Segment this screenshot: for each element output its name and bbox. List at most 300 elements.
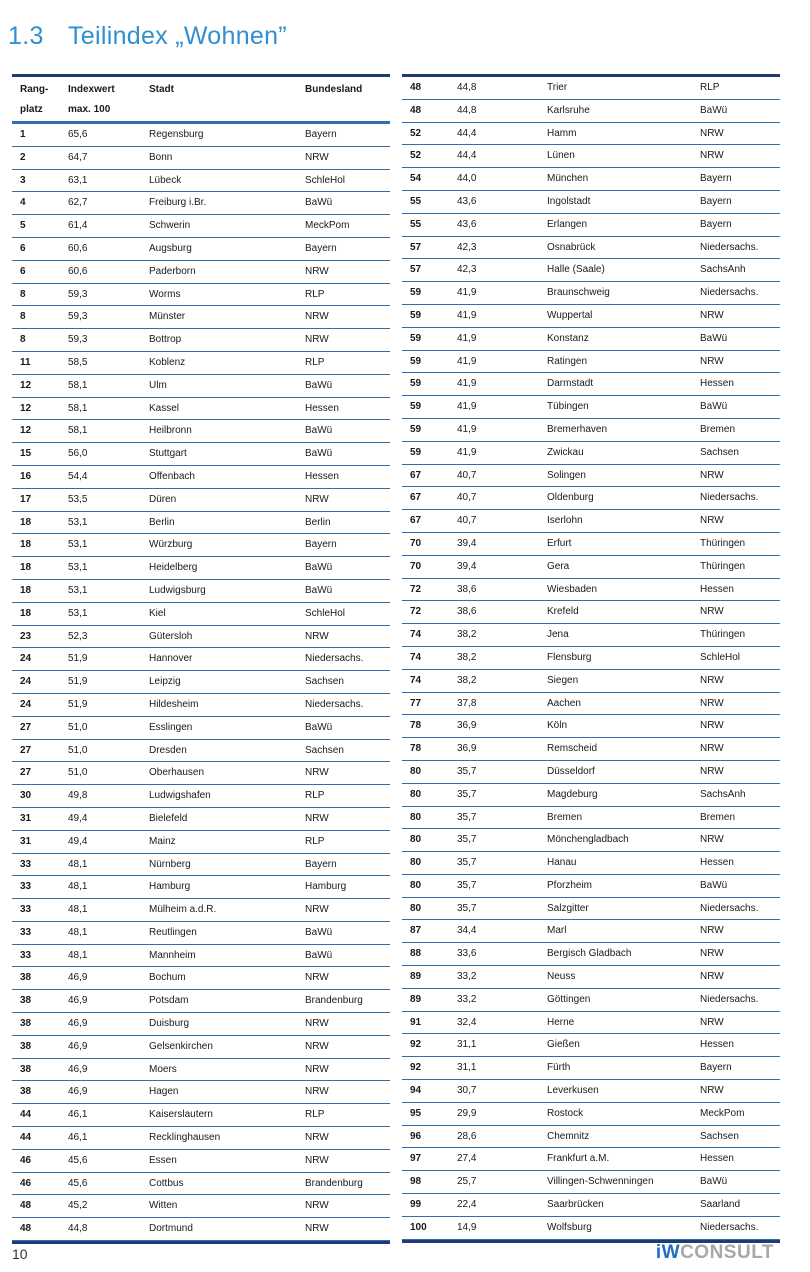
city-cell: Mülheim a.d.R. <box>149 904 217 916</box>
city-cell: Nürnberg <box>149 858 191 870</box>
table-row <box>402 715 780 738</box>
table-row <box>402 738 780 761</box>
city-cell: Ingolstadt <box>547 195 591 207</box>
index-value-cell: 14,9 <box>457 1221 477 1233</box>
table-row <box>12 534 390 557</box>
table-row <box>12 306 390 329</box>
state-cell: Sachsen <box>700 1130 739 1142</box>
rank-cell: 52 <box>410 150 422 162</box>
state-cell: Niedersachs. <box>305 653 364 665</box>
state-cell: BaWü <box>305 949 333 961</box>
city-cell: Karlsruhe <box>547 104 590 116</box>
city-cell: Hildesheim <box>149 698 199 710</box>
city-cell: Iserlohn <box>547 515 583 527</box>
index-value-cell: 59,3 <box>68 288 88 300</box>
state-cell: NRW <box>305 904 329 916</box>
state-cell: MeckPom <box>700 1107 745 1119</box>
state-cell: BaWü <box>305 379 333 391</box>
state-cell: Thüringen <box>700 560 746 572</box>
index-value-cell: 35,7 <box>457 834 477 846</box>
city-cell: Kaiserslautern <box>149 1109 213 1121</box>
rank-cell: 59 <box>410 355 422 367</box>
state-cell: NRW <box>700 697 724 709</box>
city-cell: Fürth <box>547 1062 571 1074</box>
city-cell: Bielefeld <box>149 812 188 824</box>
city-cell: Duisburg <box>149 1018 190 1030</box>
state-cell: RLP <box>305 356 325 368</box>
rank-cell: 96 <box>410 1130 422 1142</box>
state-cell: NRW <box>305 1040 329 1052</box>
table-row <box>12 1013 390 1036</box>
table-row <box>402 396 780 419</box>
table-row <box>12 398 390 421</box>
state-cell: NRW <box>700 674 724 686</box>
state-cell: NRW <box>700 765 724 777</box>
table-row <box>402 1080 780 1103</box>
state-cell: NRW <box>305 767 329 779</box>
index-value-cell: 35,7 <box>457 788 477 800</box>
state-cell: NRW <box>700 925 724 937</box>
table-row <box>12 512 390 535</box>
rank-cell: 30 <box>20 790 32 802</box>
index-value-cell: 44,8 <box>68 1223 88 1235</box>
index-value-cell: 59,3 <box>68 311 88 323</box>
city-cell: Lübeck <box>149 174 182 186</box>
city-cell: Gelsenkirchen <box>149 1040 213 1052</box>
city-cell: Münster <box>149 311 186 323</box>
state-cell: Bayern <box>305 129 337 140</box>
city-cell: Moers <box>149 1063 177 1075</box>
state-cell: Sachsen <box>305 744 344 756</box>
table-row <box>402 123 780 146</box>
table-row <box>12 1127 390 1150</box>
table-row <box>12 124 390 147</box>
index-value-cell: 32,4 <box>457 1016 477 1028</box>
index-value-cell: 49,8 <box>68 790 88 802</box>
logo-iw: iW <box>655 1242 681 1263</box>
city-cell: Marl <box>547 925 567 937</box>
table-row <box>402 1148 780 1171</box>
table-row <box>402 1034 780 1057</box>
state-cell: Sachsen <box>305 676 344 688</box>
index-value-cell: 41,9 <box>457 287 477 299</box>
rank-cell: 95 <box>410 1107 422 1119</box>
rank-cell: 33 <box>20 949 32 961</box>
iw-consult-logo <box>656 1242 774 1264</box>
header-rank-line2: platz <box>20 104 43 115</box>
state-cell: NRW <box>700 309 724 321</box>
city-cell: Kassel <box>149 402 180 414</box>
city-cell: Pforzheim <box>547 879 593 891</box>
rank-cell: 48 <box>20 1223 32 1235</box>
index-value-cell: 58,1 <box>68 379 88 391</box>
city-cell: Ulm <box>149 379 167 391</box>
city-cell: Mannheim <box>149 949 196 961</box>
city-cell: Erlangen <box>547 218 588 230</box>
city-cell: Krefeld <box>547 606 579 618</box>
city-cell: Frankfurt a.M. <box>547 1153 610 1165</box>
table-row <box>402 442 780 465</box>
city-cell: Jena <box>547 629 569 641</box>
index-value-cell: 33,6 <box>457 948 477 960</box>
state-cell: SchleHol <box>700 651 741 663</box>
state-cell: Niedersachs. <box>700 1221 759 1233</box>
index-value-cell: 35,7 <box>457 902 477 914</box>
index-value-cell: 38,2 <box>457 674 477 686</box>
rank-cell: 27 <box>20 721 32 733</box>
header-value-line2: max. 100 <box>68 104 111 115</box>
table-row <box>12 876 390 899</box>
city-cell: Trier <box>547 82 568 93</box>
state-cell: BaWü <box>700 1176 728 1188</box>
state-cell: Niedersachs. <box>305 698 364 710</box>
rank-cell: 72 <box>410 583 422 595</box>
table-body-left <box>12 124 390 1241</box>
state-cell: BaWü <box>700 879 728 891</box>
rank-cell: 24 <box>20 653 32 665</box>
rank-cell: 59 <box>410 446 422 458</box>
index-value-cell: 30,7 <box>457 1085 477 1097</box>
state-cell: BaWü <box>305 584 333 596</box>
index-value-cell: 46,9 <box>68 1063 88 1075</box>
table-row <box>12 990 390 1013</box>
index-value-cell: 44,8 <box>457 82 477 93</box>
state-cell: NRW <box>305 972 329 984</box>
city-cell: Lünen <box>547 150 575 162</box>
section-heading <box>8 22 287 51</box>
index-value-cell: 48,1 <box>68 904 88 916</box>
rank-cell: 38 <box>20 1063 32 1075</box>
state-cell: BaWü <box>305 721 333 733</box>
table-row <box>402 510 780 533</box>
state-cell: Hessen <box>700 1039 734 1051</box>
state-cell: Berlin <box>305 516 331 528</box>
state-cell: RLP <box>305 1109 325 1121</box>
index-value-cell: 44,4 <box>457 127 477 139</box>
index-value-cell: 35,7 <box>457 857 477 869</box>
city-cell: Konstanz <box>547 332 589 344</box>
rank-cell: 8 <box>20 288 26 300</box>
table-row <box>12 648 390 671</box>
state-cell: NRW <box>700 355 724 367</box>
index-value-cell: 46,1 <box>68 1109 88 1121</box>
table-row <box>402 579 780 602</box>
rank-cell: 12 <box>20 425 32 437</box>
index-value-cell: 41,9 <box>457 423 477 435</box>
index-value-cell: 22,4 <box>457 1199 477 1211</box>
table-row <box>402 100 780 123</box>
table-row <box>12 1081 390 1104</box>
rank-cell: 67 <box>410 515 422 527</box>
table-row <box>402 601 780 624</box>
rank-cell: 59 <box>410 401 422 413</box>
rank-cell: 72 <box>410 606 422 618</box>
rank-cell: 46 <box>20 1154 32 1166</box>
index-value-cell: 33,2 <box>457 971 477 983</box>
ranking-tables <box>12 74 780 1239</box>
city-cell: Heilbronn <box>149 425 192 437</box>
rank-cell: 59 <box>410 287 422 299</box>
city-cell: Schwerin <box>149 220 191 232</box>
city-cell: Mainz <box>149 835 176 847</box>
state-cell: BaWü <box>305 448 333 460</box>
index-value-cell: 41,9 <box>457 309 477 321</box>
index-value-cell: 29,9 <box>457 1107 477 1119</box>
rank-cell: 8 <box>20 334 26 346</box>
city-cell: Tübingen <box>547 401 589 413</box>
rank-cell: 67 <box>410 469 422 481</box>
index-value-cell: 45,6 <box>68 1154 88 1166</box>
table-row <box>12 352 390 375</box>
rank-cell: 31 <box>20 835 32 847</box>
state-cell: NRW <box>700 834 724 846</box>
index-value-cell: 34,4 <box>457 925 477 937</box>
city-cell: Neuss <box>547 971 576 983</box>
index-value-cell: 37,8 <box>457 697 477 709</box>
index-value-cell: 51,0 <box>68 721 88 733</box>
index-value-cell: 42,3 <box>457 241 477 253</box>
rank-cell: 57 <box>410 241 422 253</box>
index-value-cell: 35,7 <box>457 765 477 777</box>
state-cell: Bayern <box>305 858 337 870</box>
rank-cell: 70 <box>410 560 422 572</box>
city-cell: Bottrop <box>149 334 182 346</box>
table-row <box>12 945 390 968</box>
index-value-cell: 41,9 <box>457 378 477 390</box>
rank-cell: 12 <box>20 379 32 391</box>
table-row <box>402 556 780 579</box>
rank-cell: 5 <box>20 220 26 232</box>
city-cell: Herne <box>547 1016 575 1028</box>
state-cell: NRW <box>700 1085 724 1097</box>
index-value-cell: 53,1 <box>68 562 88 574</box>
index-value-cell: 48,1 <box>68 949 88 961</box>
rank-cell: 80 <box>410 834 422 846</box>
city-cell: Bonn <box>149 151 173 163</box>
table-row <box>402 168 780 191</box>
state-cell: NRW <box>305 311 329 323</box>
city-cell: Bremerhaven <box>547 423 608 435</box>
state-cell: BaWü <box>305 562 333 574</box>
table-row <box>402 533 780 556</box>
table-row <box>402 282 780 305</box>
index-value-cell: 35,7 <box>457 811 477 823</box>
state-cell: NRW <box>305 630 329 642</box>
city-cell: Worms <box>149 288 181 300</box>
city-cell: Essen <box>149 1154 177 1166</box>
state-cell: NRW <box>305 151 329 163</box>
city-cell: Freiburg i.Br. <box>149 197 207 209</box>
state-cell: BaWü <box>305 926 333 938</box>
table-row <box>12 375 390 398</box>
rank-cell: 18 <box>20 584 32 596</box>
table-row <box>12 922 390 945</box>
index-value-cell: 46,9 <box>68 1086 88 1098</box>
index-value-cell: 45,2 <box>68 1200 88 1212</box>
city-cell: Bochum <box>149 972 186 984</box>
city-cell: Villingen-Schwenningen <box>547 1176 654 1188</box>
state-cell: NRW <box>305 1223 329 1235</box>
table-row <box>402 305 780 328</box>
rank-cell: 38 <box>20 1086 32 1098</box>
page-number: 10 <box>12 1246 28 1262</box>
state-cell: RLP <box>305 835 325 847</box>
state-cell: Thüringen <box>700 537 746 549</box>
table-row <box>402 351 780 374</box>
table-row <box>402 465 780 488</box>
city-cell: Rostock <box>547 1107 584 1119</box>
index-value-cell: 60,6 <box>68 242 88 254</box>
rank-cell: 92 <box>410 1062 422 1074</box>
state-cell: Bremen <box>700 423 736 435</box>
index-value-cell: 51,9 <box>68 653 88 665</box>
table-row <box>12 238 390 261</box>
index-value-cell: 65,6 <box>68 129 88 140</box>
index-value-cell: 36,9 <box>457 743 477 755</box>
index-value-cell: 53,5 <box>68 493 88 505</box>
index-value-cell: 63,1 <box>68 174 88 186</box>
city-cell: Gera <box>547 560 570 572</box>
rank-cell: 74 <box>410 629 422 641</box>
rank-cell: 80 <box>410 902 422 914</box>
ranking-table-right <box>402 74 780 1243</box>
index-value-cell: 61,4 <box>68 220 88 232</box>
city-cell: Stuttgart <box>149 448 187 460</box>
index-value-cell: 44,0 <box>457 173 477 185</box>
section-number: 1.3 <box>8 22 44 50</box>
city-cell: Kiel <box>149 607 166 619</box>
state-cell: Bayern <box>700 1062 732 1074</box>
index-value-cell: 44,4 <box>457 150 477 162</box>
city-cell: Braunschweig <box>547 287 610 299</box>
rank-cell: 80 <box>410 765 422 777</box>
table-row <box>12 717 390 740</box>
index-value-cell: 46,9 <box>68 972 88 984</box>
state-cell: Thüringen <box>700 629 746 641</box>
rank-cell: 12 <box>20 402 32 414</box>
table-row <box>12 808 390 831</box>
table-row <box>12 603 390 626</box>
rank-cell: 77 <box>410 697 422 709</box>
rank-cell: 52 <box>410 127 422 139</box>
state-cell: NRW <box>700 1016 724 1028</box>
rank-cell: 89 <box>410 993 422 1005</box>
city-cell: Oberhausen <box>149 767 205 779</box>
index-value-cell: 53,1 <box>68 516 88 528</box>
state-cell: Saarland <box>700 1199 741 1211</box>
table-row <box>402 487 780 510</box>
table-row <box>12 967 390 990</box>
table-row <box>402 237 780 260</box>
rank-cell: 17 <box>20 493 32 505</box>
city-cell: Dresden <box>149 744 187 756</box>
state-cell: Bayern <box>305 242 337 254</box>
city-cell: Wiesbaden <box>547 583 598 595</box>
index-value-cell: 40,7 <box>457 469 477 481</box>
table-row <box>402 624 780 647</box>
city-cell: Offenbach <box>149 470 195 482</box>
rank-cell: 38 <box>20 1040 32 1052</box>
state-cell: Bayern <box>305 539 337 551</box>
rank-cell: 24 <box>20 698 32 710</box>
index-value-cell: 40,7 <box>457 492 477 504</box>
city-cell: Hanau <box>547 857 577 869</box>
table-row <box>402 77 780 100</box>
table-row <box>12 580 390 603</box>
index-value-cell: 58,5 <box>68 356 88 368</box>
state-cell: NRW <box>700 606 724 618</box>
rank-cell: 31 <box>20 812 32 824</box>
table-row <box>12 261 390 284</box>
rank-cell: 99 <box>410 1199 422 1211</box>
index-value-cell: 58,1 <box>68 402 88 414</box>
city-cell: Hagen <box>149 1086 179 1098</box>
rank-cell: 80 <box>410 788 422 800</box>
rank-cell: 23 <box>20 630 32 642</box>
rank-cell: 59 <box>410 423 422 435</box>
rank-cell: 44 <box>20 1132 32 1144</box>
index-value-cell: 52,3 <box>68 630 88 642</box>
index-value-cell: 51,0 <box>68 767 88 779</box>
city-cell: Dortmund <box>149 1223 193 1235</box>
state-cell: Niedersachs. <box>700 287 759 299</box>
table-row <box>402 1194 780 1217</box>
city-cell: Potsdam <box>149 995 189 1007</box>
state-cell: NRW <box>700 971 724 983</box>
city-cell: Ratingen <box>547 355 588 367</box>
index-value-cell: 38,2 <box>457 651 477 663</box>
city-cell: Ludwigsburg <box>149 584 206 596</box>
rank-cell: 4 <box>20 197 26 209</box>
state-cell: NRW <box>305 1200 329 1212</box>
state-cell: NRW <box>700 469 724 481</box>
state-cell: NRW <box>700 127 724 139</box>
table-row <box>12 170 390 193</box>
table-row <box>402 807 780 830</box>
rank-cell: 46 <box>20 1177 32 1189</box>
table-row <box>12 740 390 763</box>
table-row <box>402 693 780 716</box>
city-cell: Düren <box>149 493 177 505</box>
index-value-cell: 41,9 <box>457 401 477 413</box>
state-cell: NRW <box>305 1018 329 1030</box>
rank-cell: 2 <box>20 151 26 163</box>
table-row <box>402 1171 780 1194</box>
rank-cell: 6 <box>20 265 26 277</box>
table-row <box>12 1059 390 1082</box>
city-cell: Würzburg <box>149 539 193 551</box>
table-row <box>402 1012 780 1035</box>
index-value-cell: 53,1 <box>68 539 88 551</box>
index-value-cell: 38,6 <box>457 583 477 595</box>
city-cell: Augsburg <box>149 242 192 254</box>
city-cell: Magdeburg <box>547 788 598 800</box>
state-cell: SachsAnh <box>700 788 746 800</box>
table-row <box>12 1150 390 1173</box>
rank-cell: 80 <box>410 811 422 823</box>
table-row <box>402 419 780 442</box>
state-cell: Hessen <box>700 857 734 869</box>
index-value-cell: 43,6 <box>457 218 477 230</box>
index-value-cell: 46,9 <box>68 995 88 1007</box>
index-value-cell: 48,1 <box>68 881 88 893</box>
rank-cell: 54 <box>410 173 422 185</box>
rank-cell: 38 <box>20 1018 32 1030</box>
state-cell: BaWü <box>305 197 333 209</box>
index-value-cell: 35,7 <box>457 879 477 891</box>
city-cell: Reutlingen <box>149 926 197 938</box>
rank-cell: 3 <box>20 174 26 186</box>
